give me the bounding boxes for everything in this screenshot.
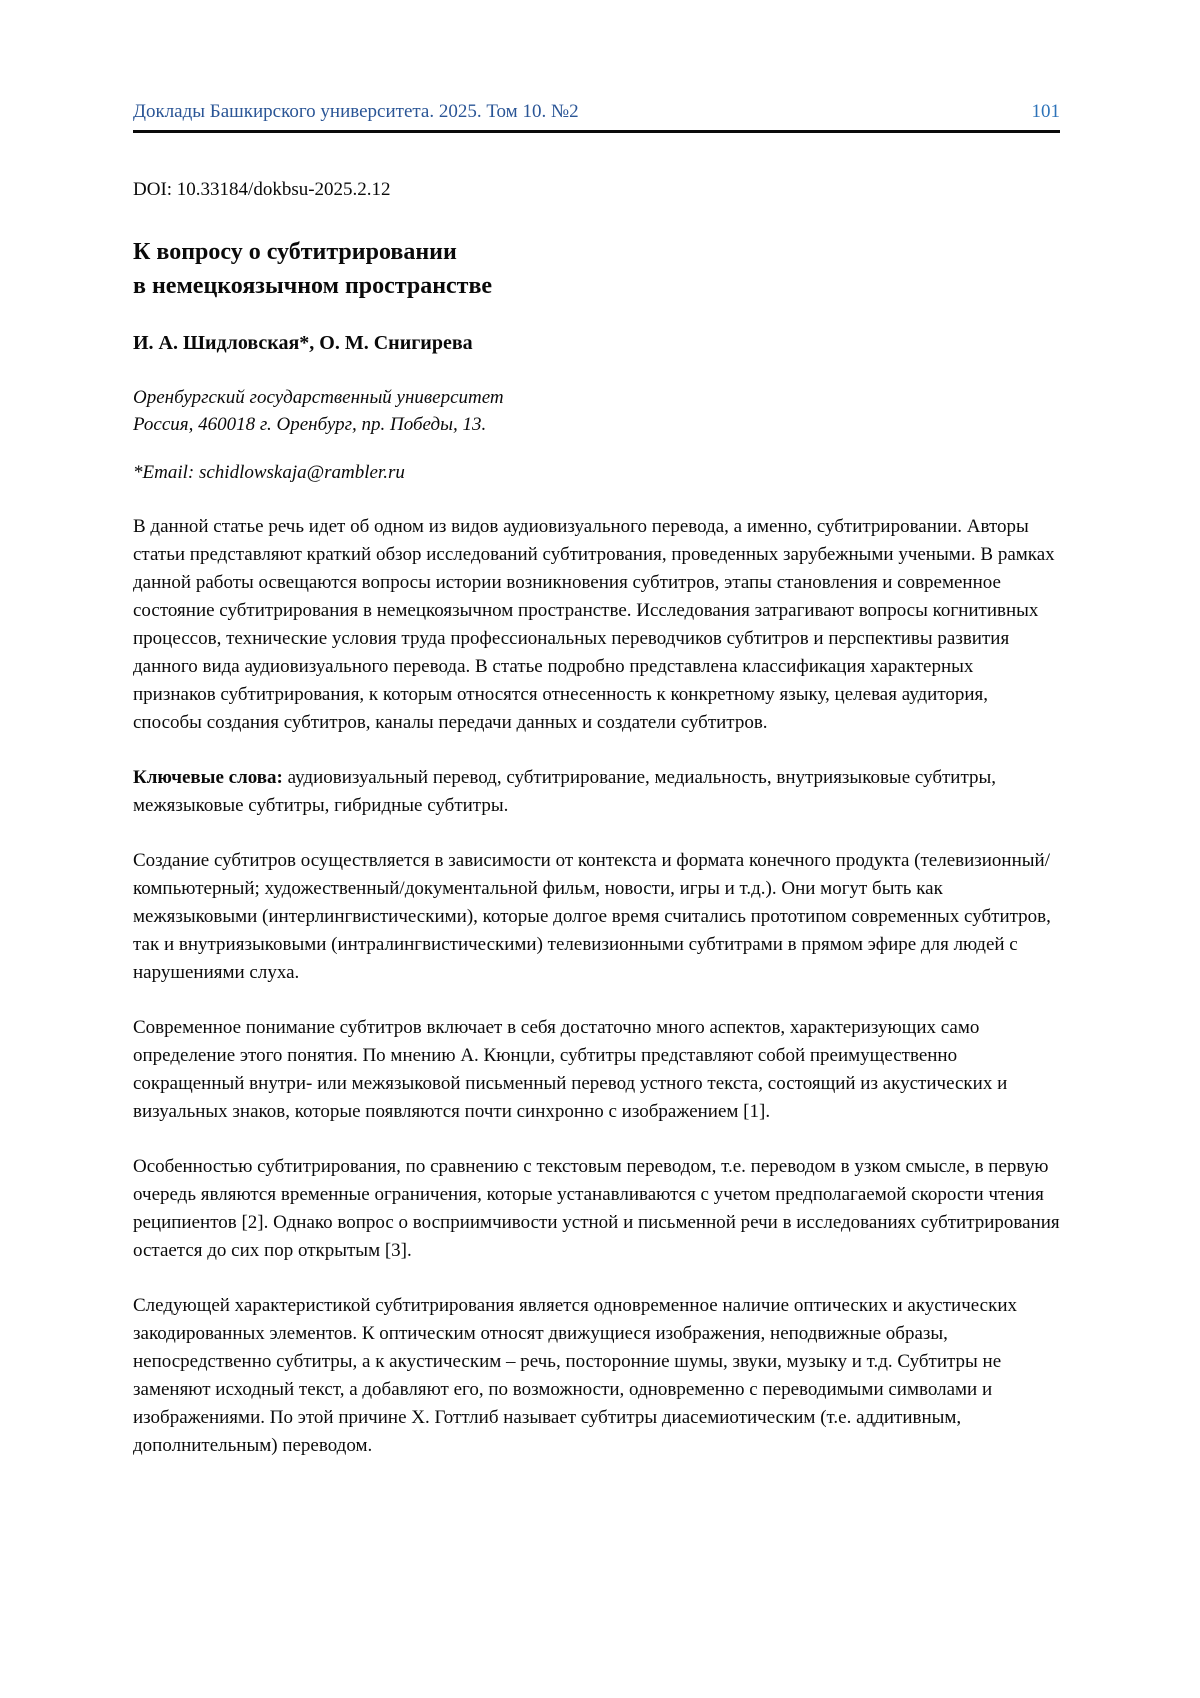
affiliation-line-1: Оренбургский государственный университет bbox=[133, 387, 504, 408]
doi: DOI: 10.33184/dokbsu-2025.2.12 bbox=[133, 179, 391, 200]
keywords bbox=[133, 764, 1060, 820]
body-paragraph-2: Современное понимание субтитров включает в себя достаточно много аспектов, характеризующих само определение этого понятия. По мнению А. Кюнцли, субтитры представляют собой преимущественно сокращенный внутри- или межязыковой письменный перевод устного текста, состоящий из акустических и визуальных знаков, которые появляются почти синхронно с изображением [1]. bbox=[133, 1017, 1008, 1122]
affiliation bbox=[133, 384, 1060, 438]
abstract: В данной статье речь идет об одном из видов аудиовизуального перевода, а именно, субтитрировании. Авторы статьи представляют краткий обзор исследований субтитрования, проведенных зарубежными учеными. В рамках данной работы освещаются вопросы истории возникновения субтитров, этапы становления и современное состояние субтитрирования в немецкоязычном пространстве. Исследования затрагивают вопросы когнитивных процессов, технические условия труда профессиональных переводчиков субтитров и перспективы развития данного вида аудиовизуального перевода. В статье подробно представлена классификация характерных признаков субтитрирования, к которым относятся отнесенность к конкретному языку, целевая аудитория, способы создания субтитров, каналы передачи данных и создатели субтитров. bbox=[133, 516, 1055, 733]
article-title-line-1: К вопросу о субтитрировании bbox=[133, 239, 457, 265]
page-number: 101 bbox=[1031, 101, 1060, 122]
article-title bbox=[133, 235, 1060, 303]
body-paragraph-1: Создание субтитров осуществляется в зависимости от контекста и формата конечного продукта (телевизионный/компьютерный; художественный/документальной фильм, новости, игры и т.д.). Они могут быть как межязыковыми (интерлингвистическими), которые долгое время считались прототипом современных субтитров, так и внутриязыковыми (интралингвистическими) телевизионными субтитрами в прямом эфире для людей с нарушениями слуха. bbox=[133, 850, 1051, 983]
authors: И. А. Шидловская*, О. М. Снигирева bbox=[133, 332, 473, 354]
running-header bbox=[133, 100, 1060, 133]
corresponding-email: *Email: schidlowskaja@rambler.ru bbox=[133, 462, 405, 483]
article-title-line-2: в немецкоязычном пространстве bbox=[133, 273, 493, 299]
journal-title: Доклады Башкирского университета. 2025. Том 10. №2 bbox=[133, 101, 579, 122]
body-paragraph-3: Особенностью субтитрирования, по сравнению с текстовым переводом, т.е. переводом в узком смысле, в первую очередь являются временные ограничения, которые устанавливаются с учетом предполагаемой скорости чтения реципиентов [2]. Однако вопрос о восприимчивости устной и письменной речи в исследованиях субтитрирования остается до сих пор открытым [3]. bbox=[133, 1156, 1060, 1261]
keywords-text: аудиовизуальный перевод, субтитрирование, медиальность, внутриязыковые субтитры, межязыковые субтитры, гибридные субтитры. bbox=[133, 767, 997, 816]
body-paragraph-4: Следующей характеристикой субтитрирования является одновременное наличие оптических и акустических закодированных элементов. К оптическим относят движущиеся изображения, неподвижные образы, непосредственно субтитры, а к акустическим – речь, посторонние шумы, звуки, музыку и т.д. Субтитры не заменяют исходный текст, а добавляют его, по возможности, одновременно с переводимыми символами и изображениями. По этой причине Х. Готтлиб называет субтитры диасемиотическим (т.е. аддитивным, дополнительным) переводом. bbox=[133, 1295, 1018, 1456]
keywords-label: Ключевые слова: bbox=[133, 767, 283, 788]
affiliation-line-2: Россия, 460018 г. Оренбург, пр. Победы, 13. bbox=[133, 414, 487, 435]
